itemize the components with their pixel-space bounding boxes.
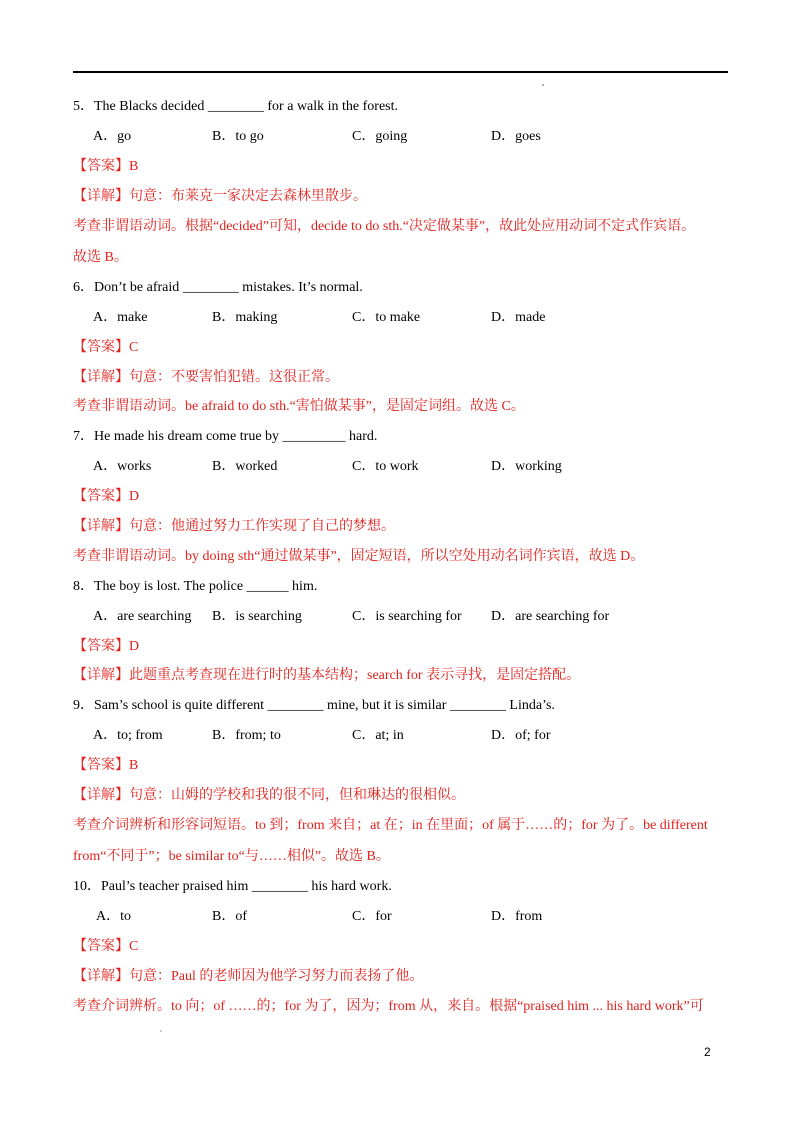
question-10-explanation-1: 【详解】句意：Paul 的老师因为他学习努力而表扬了他。 — [73, 969, 424, 984]
question-10-option-a: A．to — [96, 909, 131, 924]
question-10-option-c: C．for — [352, 909, 392, 924]
question-5-option-a: A．go — [93, 129, 132, 144]
question-9-explanation-2: 考查介词辨析和形容词短语。to 到；from 来自；at 在；in 在里面；of 属于……的；for 为了。be different — [73, 818, 708, 833]
question-9-option-d: D．of; for — [491, 728, 551, 743]
question-9-explanation-3: from“不同于”；be similar to“与……相似”。故选 B。 — [73, 849, 390, 864]
question-6-option-d: D．made — [491, 310, 546, 325]
question-10-option-d: D．from — [491, 909, 543, 924]
question-10-explanation-2: 考查介词辨析。to 向；of ……的；for 为了，因为；from 从，来自。根据“praised him ... his hard work”可 — [73, 999, 704, 1014]
question-8-explanation-1: 【详解】此题重点考查现在进行时的基本结构；search for 表示寻找，是固定搭配。 — [73, 668, 581, 683]
question-7-explanation-1: 【详解】句意：他通过努力工作实现了自己的梦想。 — [73, 519, 395, 534]
question-8-option-d: D．are searching for — [491, 609, 610, 624]
question-8-answer: 【答案】D — [73, 639, 140, 654]
question-5-answer: 【答案】B — [73, 159, 139, 174]
question-7-option-a: A．works — [93, 459, 152, 474]
question-9-answer: 【答案】B — [73, 758, 139, 773]
question-5-explanation-2: 考查非谓语动词。根据“decided”可知，decide to do sth.“决定做某事”，故此处应用动词不定式作宾语。 — [73, 219, 696, 234]
question-9-explanation-1: 【详解】句意：山姆的学校和我的很不同，但和琳达的很相似。 — [73, 788, 465, 803]
question-8-option-b: B．is searching — [212, 609, 302, 624]
question-7-stem: 7．He made his dream come true by _________ hard. — [73, 429, 378, 444]
question-6-option-a: A．make — [93, 310, 148, 325]
question-5-option-c: C．going — [352, 129, 408, 144]
question-9-stem: 9．Sam’s school is quite different ________ mine, but it is similar ________ Linda’s. — [73, 698, 555, 713]
question-6-explanation-1: 【详解】句意：不要害怕犯错。这很正常。 — [73, 370, 339, 385]
question-7-option-c: C．to work — [352, 459, 419, 474]
question-6-option-c: C．to make — [352, 310, 421, 325]
question-5-stem: 5．The Blacks decided ________ for a walk in the forest. — [73, 99, 399, 114]
question-9-option-b: B．from; to — [212, 728, 281, 743]
question-7-option-b: B．worked — [212, 459, 278, 474]
question-7-explanation-2: 考查非谓语动词。by doing sth“通过做某事”，固定短语，所以空处用动名词作宾语，故选 D。 — [73, 549, 645, 564]
question-7-answer: 【答案】D — [73, 489, 140, 504]
question-9-option-c: C．at; in — [352, 728, 404, 743]
question-5-option-d: D．goes — [491, 129, 541, 144]
decorative-dot — [160, 1030, 162, 1032]
question-7-option-d: D．working — [491, 459, 562, 474]
question-8-stem: 8．The boy is lost. The police ______ him. — [73, 579, 318, 594]
question-5-option-b: B．to go — [212, 129, 264, 144]
question-8-option-c: C．is searching for — [352, 609, 462, 624]
header-rule — [73, 71, 728, 73]
question-10-answer: 【答案】C — [73, 939, 139, 954]
question-10-option-b: B．of — [212, 909, 247, 924]
question-6-stem: 6．Don’t be afraid ________ mistakes. It’s normal. — [73, 280, 363, 295]
question-5-explanation-1: 【详解】句意：布莱克一家决定去森林里散步。 — [73, 189, 367, 204]
question-6-answer: 【答案】C — [73, 340, 139, 355]
decorative-dot — [542, 84, 544, 86]
question-10-stem: 10．Paul’s teacher praised him ________ his hard work. — [73, 879, 392, 894]
page-number: 2 — [704, 1045, 711, 1059]
question-8-option-a: A．are searching — [93, 609, 192, 624]
question-5-explanation-3: 故选 B。 — [73, 250, 128, 265]
question-9-option-a: A．to; from — [93, 728, 163, 743]
question-6-explanation-2: 考查非谓语动词。be afraid to do sth.“害怕做某事”，是固定词组。故选 C。 — [73, 399, 525, 414]
question-6-option-b: B．making — [212, 310, 278, 325]
